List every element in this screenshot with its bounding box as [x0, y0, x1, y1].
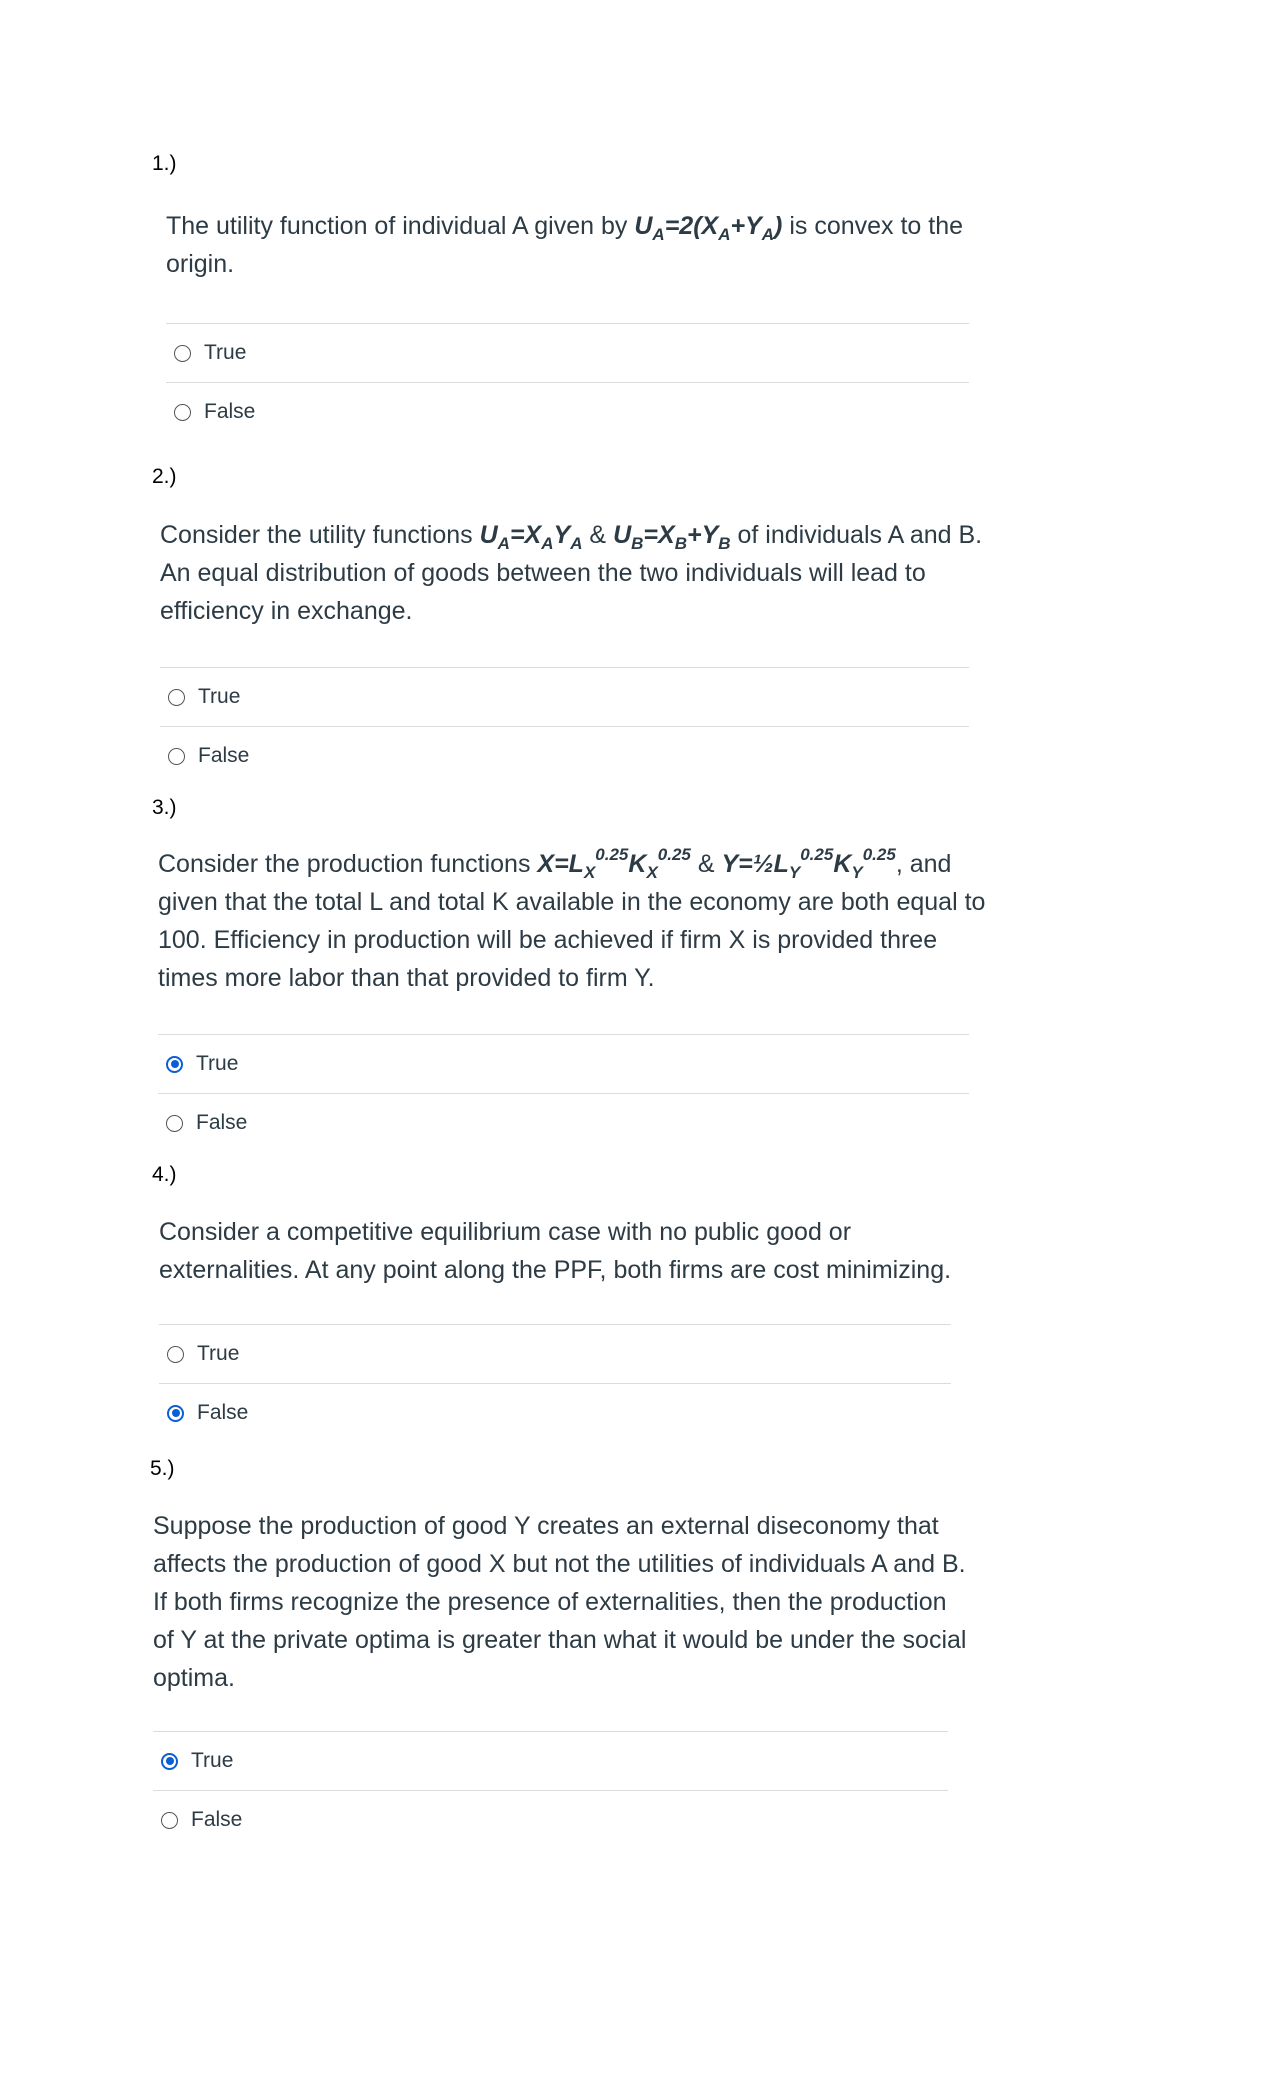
- question-2-text: Consider the utility functions $U_A=X_AY_A$ & $U_B=X_B+Y_B$ of individuals A and B. An equal distribution of goods between the two individuals will lead to efficiency in exchange.: [160, 521, 983, 625]
- question-4-answers: [159, 1324, 951, 1442]
- question-1-text: The utility function of individual A given by $U_A=2(X_A+Y_A)$ is convex to the origin.: [166, 212, 964, 278]
- option-label: False: [197, 1401, 249, 1424]
- option-false[interactable]: [160, 727, 969, 785]
- option-label: False: [198, 744, 250, 767]
- question-2-answers: [160, 667, 969, 785]
- radio-checked-icon[interactable]: [167, 1405, 184, 1422]
- option-false[interactable]: [159, 1384, 951, 1442]
- question-1-answers: [166, 323, 969, 441]
- option-label: True: [198, 685, 241, 708]
- radio-unchecked-icon[interactable]: [174, 345, 191, 362]
- option-label: True: [204, 341, 247, 364]
- option-false[interactable]: [166, 383, 969, 441]
- question-5-text: Suppose the production of good Y creates an external diseconomy that affects the production of good X but not the utilities of individuals A and B. If both firms recognize the presence of externalities, then the production of Y at the private optima is greater than what it would be under the social optima.: [153, 1512, 967, 1692]
- question-4-text: Consider a competitive equilibrium case with no public good or externalities. At any point along the PPF, both firms are cost minimizing.: [159, 1218, 952, 1284]
- question-3-answers: [158, 1034, 969, 1152]
- option-label: True: [196, 1052, 239, 1075]
- option-true[interactable]: [166, 324, 969, 382]
- question-5-number: 5.): [150, 1457, 175, 1480]
- option-label: False: [191, 1808, 243, 1831]
- option-true[interactable]: [159, 1325, 951, 1383]
- option-label: True: [197, 1342, 240, 1365]
- option-label: False: [196, 1111, 248, 1134]
- radio-unchecked-icon[interactable]: [161, 1812, 178, 1829]
- question-4-number: 4.): [152, 1163, 177, 1186]
- option-true[interactable]: [153, 1732, 948, 1790]
- radio-checked-icon[interactable]: [166, 1056, 183, 1073]
- radio-unchecked-icon[interactable]: [168, 748, 185, 765]
- radio-unchecked-icon[interactable]: [168, 689, 185, 706]
- option-label: False: [204, 400, 256, 423]
- radio-unchecked-icon[interactable]: [166, 1115, 183, 1132]
- question-5-answers: [153, 1731, 948, 1849]
- radio-unchecked-icon[interactable]: [174, 404, 191, 421]
- question-2-number: 2.): [152, 465, 177, 488]
- option-false[interactable]: [158, 1094, 969, 1152]
- radio-unchecked-icon[interactable]: [167, 1346, 184, 1363]
- question-3-text: Consider the production functions $X=L_X^{0.25}K_X^{0.25}$ & $Y=\frac{1}{2}L_Y^{0.25}K_Y^{0.25}$, and given that the total L and total K available in the economy are both equal to 100. Efficiency in production will be achieved if firm X is provided three times more labor than that provided to firm Y.: [158, 845, 986, 992]
- radio-checked-icon[interactable]: [161, 1753, 178, 1770]
- question-1-number: 1.): [152, 152, 177, 175]
- option-false[interactable]: [153, 1791, 948, 1849]
- question-3-number: 3.): [152, 796, 177, 819]
- option-label: True: [191, 1749, 234, 1772]
- option-true[interactable]: [158, 1035, 969, 1093]
- option-true[interactable]: [160, 668, 969, 726]
